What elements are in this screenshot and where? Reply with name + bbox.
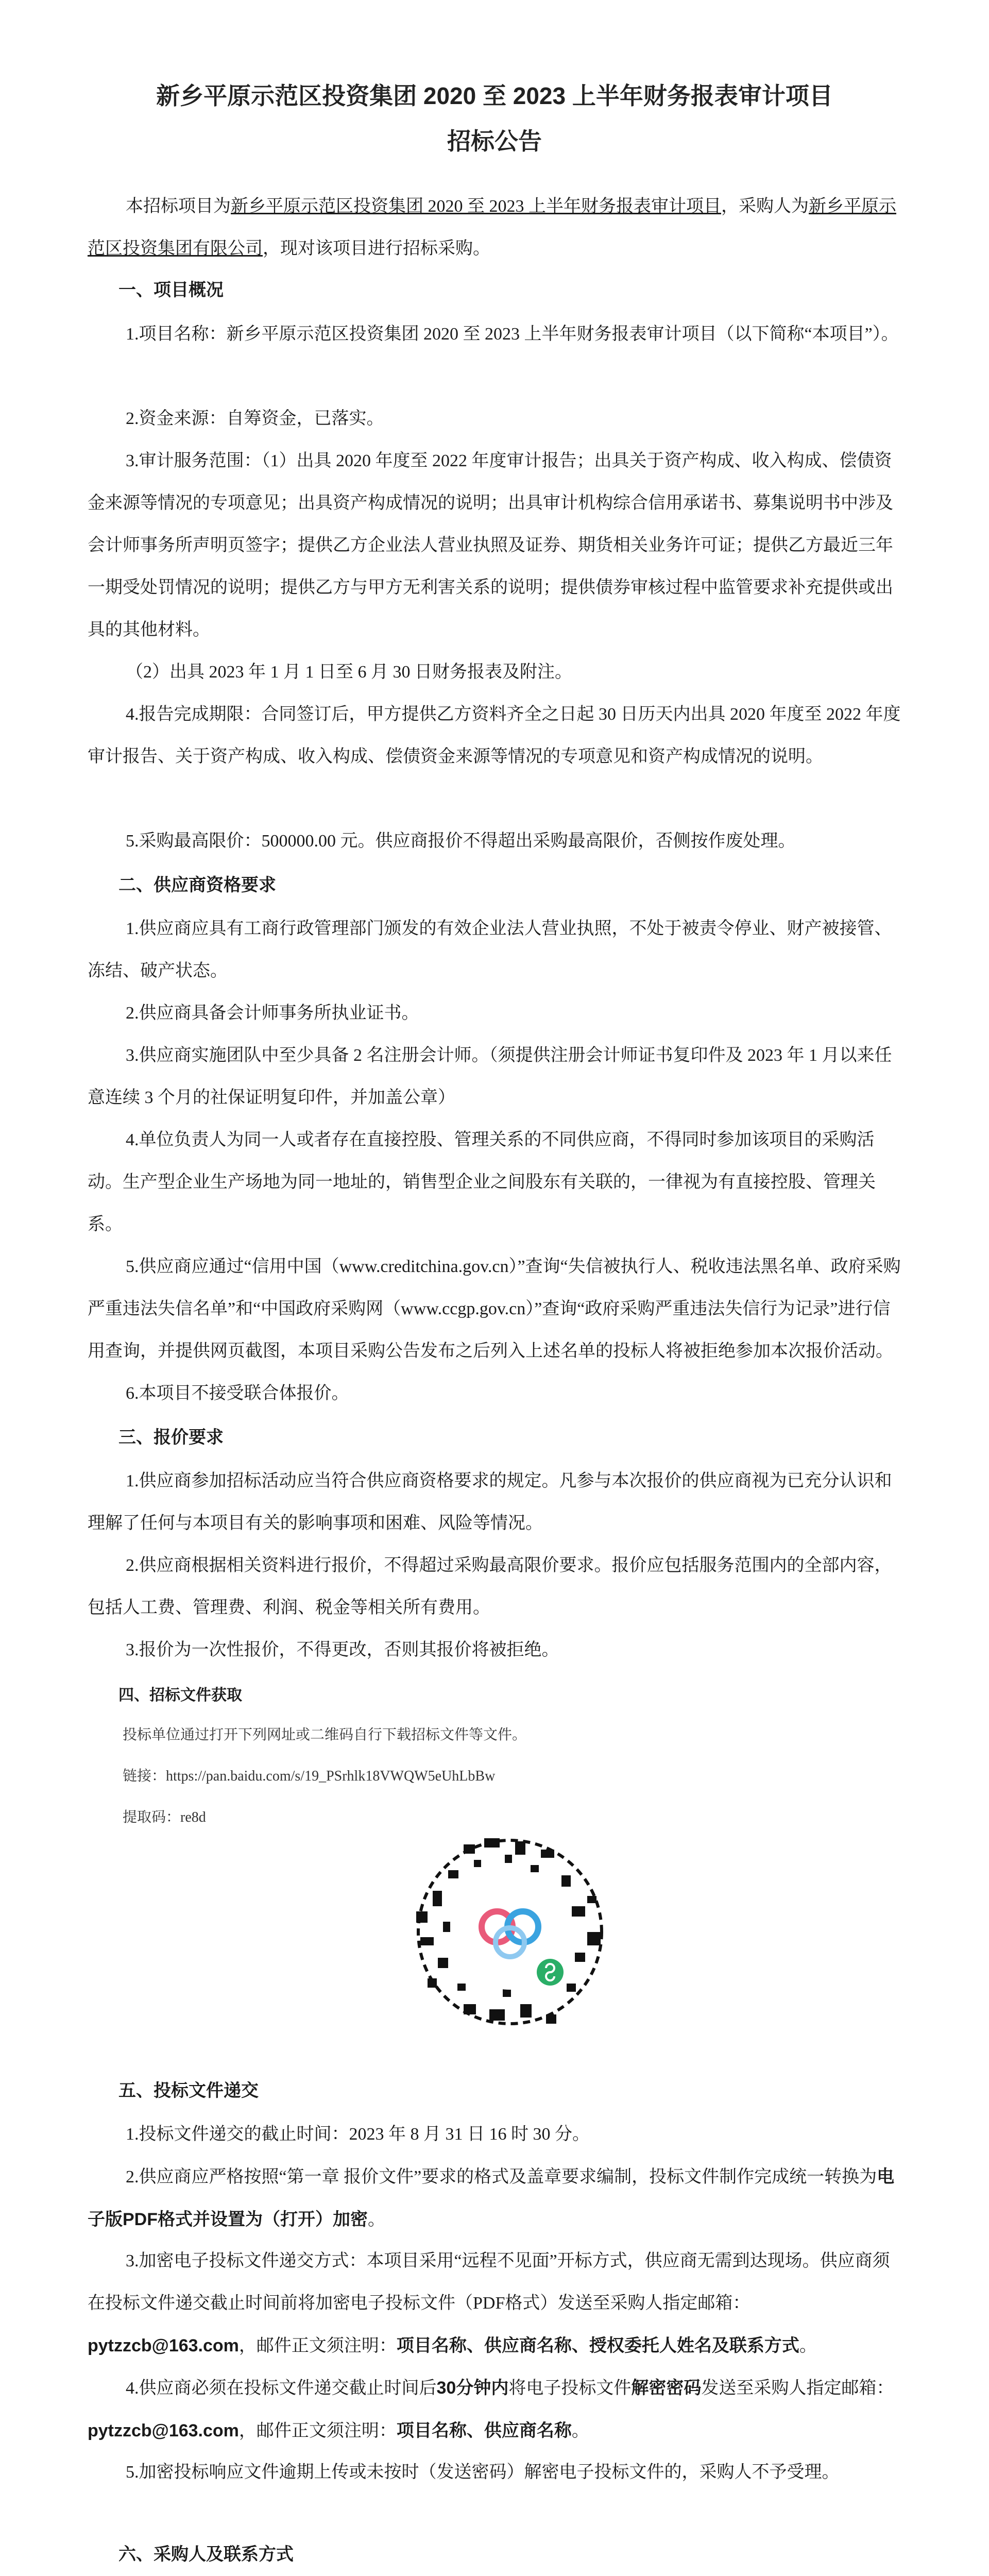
intro-buyer: 新乡平原示范区投资集团有限公司 — [88, 197, 896, 258]
s2-paragraph: 6.本项目不接受联合体报价。 — [126, 1384, 349, 1403]
title-line-2: 招标公告 — [447, 128, 542, 155]
s5-text: 发送至采购人指定邮箱： — [701, 2379, 894, 2398]
title-line-1: 新乡平原示范区投资集团 2020 至 2023 上半年财务报表审计项目 — [156, 82, 833, 109]
s5-paragraph: 1.投标文件递交的截止时间：2023 年 8 月 31 日 16 时 30 分。 — [126, 2125, 590, 2144]
s5-paragraph: 5.加密投标响应文件逾期上传或未按时（发送密码）解密电子投标文件的，采购人不予受理。 — [126, 2463, 840, 2482]
intro-text: ，现对该项目进行招标采购。 — [263, 239, 490, 258]
s1-paragraph: 3.审计服务范围：（1）出具 2020 年度至 2022 年度审计报告；出具关于资产构成、收入构成、偿债资金来源等情况的专项意见；出具资产构成情况的说明；出具审计机构综合信用承诺书、募集说明书中涉及会计师事务所声明页签字；提供乙方企业法人营业执照及证券、期货相关业务许可证；提供乙方最近三年一期受处罚情况的说明；提供乙方与甲方无利害关系的说明；提供债券审核过程中监管要求补充提供或出具的其他材料。 — [88, 451, 893, 639]
s5-text: 将电子投标文件 — [508, 2379, 632, 2398]
s5-paragraph — [88, 2240, 901, 2367]
section-2-heading: 二、供应商资格要求 — [118, 875, 276, 895]
s3-paragraph: 1.供应商参加招标活动应当符合供应商资格要求的规定。凡参与本次报价的供应商视为已充分认识和理解了任何与本项目有关的影响事项和困难、风险等情况。 — [88, 1471, 892, 1533]
s5-text: 3.加密电子投标文件递交方式：本项目采用“远程不见面”开标方式，供应商无需到达现场。供应商须在投标文件递交截止时间前将加密电子投标文件（PDF格式）发送至采购人指定邮箱： — [88, 2251, 890, 2313]
s5-text: 2.供应商应严格按照“第一章 报价文件”要求的格式及盖章要求编制，投标文件制作完成统一转换为 — [126, 2167, 877, 2187]
s4-instruction: 投标单位通过打开下列网址或二维码自行下载招标文件等文件。 — [123, 1727, 527, 1743]
s1-paragraph: 4.报告完成期限：合同签订后，甲方提供乙方资料齐全之日起 30 日历天内出具 2020 年度至 2022 年度审计报告、关于资产构成、收入构成、偿债资金来源等情况的专项意见和资产构成情况的说明。 — [88, 705, 901, 766]
intro-text: 本招标项目为 — [126, 197, 231, 216]
s5-emphasis: 电子版PDF格式并设置为（打开）加密 — [88, 2167, 895, 2229]
s2-paragraph: 3.供应商实施团队中至少具备 2 名注册会计师。（须提供注册会计师证书复印件及 2023 年 1 月以来任意连续 3 个月的社保证明复印件，并加盖公章） — [88, 1046, 892, 1107]
extraction-code: 提取码：re8d — [123, 1809, 206, 1825]
s5-paragraph — [88, 2367, 901, 2452]
section-1-heading: 一、项目概况 — [118, 280, 224, 300]
s5-text: 4.供应商必须在投标文件递交截止时间后 — [126, 2379, 437, 2398]
s5-text: 。 — [571, 2421, 589, 2441]
s2-paragraph: 2.供应商具备会计师事务所执业证书。 — [126, 1004, 419, 1023]
s2-paragraph: 1.供应商应具有工商行政管理部门颁发的有效企业法人营业执照，不处于被责令停业、财产被接管、冻结、破产状态。 — [88, 919, 892, 980]
s5-paragraph — [88, 2156, 901, 2241]
s3-paragraph: 2.供应商根据相关资料进行报价，不得超过采购最高限价要求。报价应包括服务范围内的全部内容，包括人工费、管理费、利润、税金等相关所有费用。 — [88, 1556, 892, 1617]
s5-text: ，邮件正文须注明： — [238, 2336, 397, 2355]
section-5-heading: 五、投标文件递交 — [118, 2081, 259, 2100]
s2-paragraph: 5.供应商应通过“信用中国（www.creditchina.gov.cn）”查询“失信被执行人、税收违法黑名单、政府采购严重违法失信名单”和“中国政府采购网（www.ccgp.gov.cn）”查询“政府采购严重违法失信行为记录”进行信用查询，并提供网页截图，本项目采购公告发布之后列入上述名单的投标人将被拒绝参加本次报价活动。 — [88, 1257, 901, 1361]
s5-text: 。 — [799, 2336, 817, 2355]
s5-text: 。 — [368, 2210, 385, 2229]
s5-emphasis: 项目名称、供应商名称 — [396, 2421, 572, 2441]
s2-paragraph: 4.单位负责人为同一人或者存在直接控股、管理关系的不同供应商，不得同时参加该项目的采购活动。生产型企业生产场地为同一地址的，销售型企业之间股东有关联的，一律视为有直接控股、管理关系。 — [88, 1130, 876, 1234]
section-4-heading: 四、招标文件获取 — [118, 1687, 242, 1704]
s1-paragraph: （2）出具 2023 年 1 月 1 日至 6 月 30 日财务报表及附注。 — [126, 663, 572, 682]
qr-code-icon[interactable] — [412, 1834, 608, 2030]
intro-text: ，采购人为 — [721, 197, 809, 216]
s1-paragraph: 5.采购最高限价：500000.00 元。供应商报价不得超出采购最高限价，否侧按作废处理。 — [126, 832, 796, 851]
intro-paragraph — [88, 185, 901, 270]
s5-emphasis: 项目名称、供应商名称、授权委托人姓名及联系方式 — [396, 2336, 799, 2355]
section-3-heading: 三、报价要求 — [118, 1428, 224, 1447]
s5-emphasis: 解密密码 — [631, 2378, 702, 2398]
intro-project-name: 新乡平原示范区投资集团 2020 至 2023 上半年财务报表审计项目 — [231, 197, 721, 216]
email-address: pytzzcb@163.com — [88, 2336, 239, 2355]
s1-paragraph: 2.资金来源：自筹资金，已落实。 — [126, 409, 384, 428]
section-6-heading: 六、采购人及联系方式 — [118, 2545, 294, 2564]
s1-paragraph: 1.项目名称：新乡平原示范区投资集团 2020 至 2023 上半年财务报表审计项目（以下简称“本项目”）。 — [126, 325, 899, 344]
download-link[interactable]: 链接：https://pan.baidu.com/s/19_PSrhlk18VWQW5eUhLbBw — [123, 1768, 496, 1784]
s5-text: ，邮件正文须注明： — [238, 2421, 397, 2441]
email-address: pytzzcb@163.com — [88, 2421, 239, 2441]
s5-emphasis: 30分钟内 — [436, 2378, 509, 2398]
s3-paragraph: 3.报价为一次性报价，不得更改，否则其报价将被拒绝。 — [126, 1640, 559, 1659]
